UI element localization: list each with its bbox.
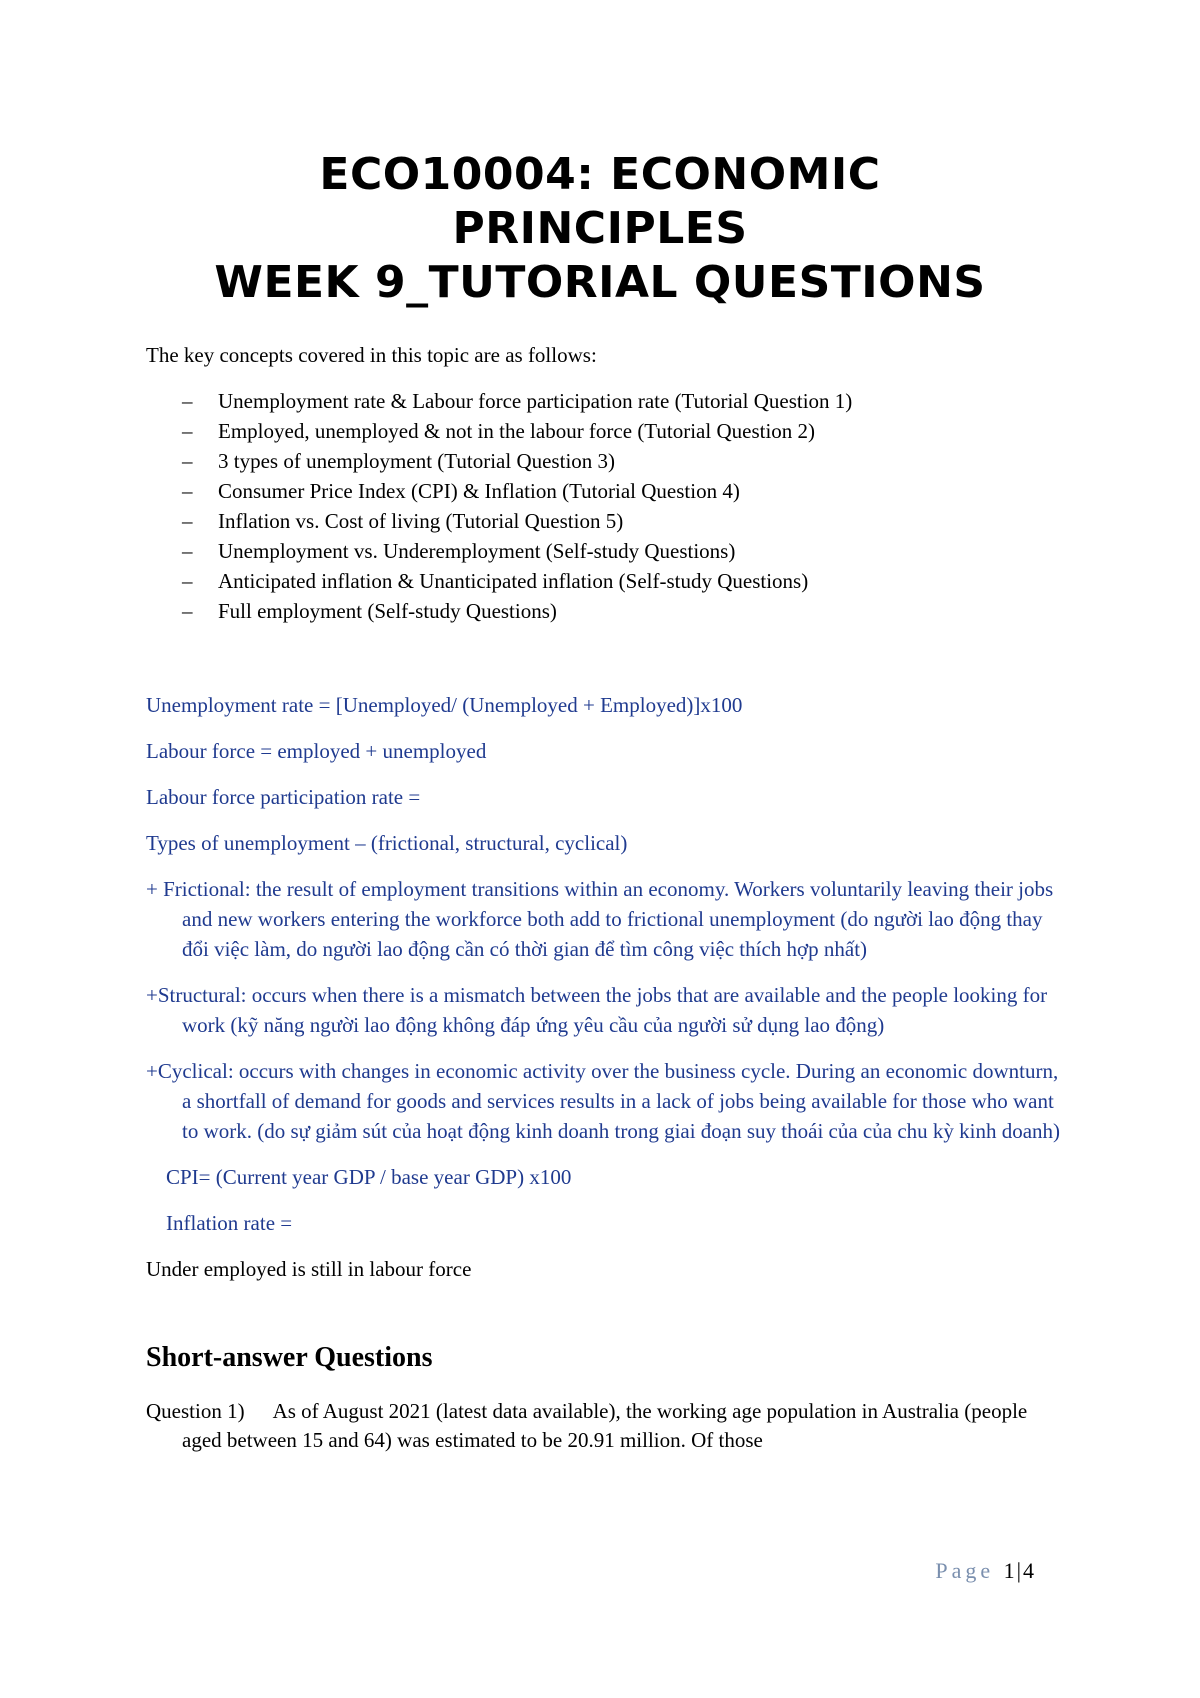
concept-item: – Inflation vs. Cost of living (Tutorial Question 5) — [218, 506, 1066, 536]
concept-item: – Anticipated inflation & Unanticipated inflation (Self-study Questions) — [218, 566, 1066, 596]
note-structural: +Structural: occurs when there is a mismatch between the jobs that are available and the people looking for work (kỹ năng người lao động không đáp ứng yêu cầu của người sử dụng lao động) — [146, 983, 1048, 1037]
document-title — [0, 148, 1200, 310]
concept-item: – 3 types of unemployment (Tutorial Question 3) — [218, 446, 1066, 476]
question-1-label: Question 1) — [146, 1399, 245, 1423]
title-line-2: PRINCIPLES — [452, 203, 748, 254]
note-inflation-rate: Inflation rate = — [166, 1211, 293, 1235]
concept-item: – Consumer Price Index (CPI) & Inflation (Tutorial Question 4) — [218, 476, 1066, 506]
note-unemployment-types: Types of unemployment – (frictional, structural, cyclical) — [146, 831, 628, 855]
note-frictional: + Frictional: the result of employment transitions within an economy. Workers voluntarily leaving their jobs and new workers entering the workforce both add to frictional unemployment (do người lao động thay đổi việc làm, do người lao động cần có thời gian để tìm công việc thích hợp nhất) — [146, 877, 1054, 961]
note-underemployed: Under employed is still in labour force — [146, 1257, 472, 1281]
document-body — [146, 340, 1066, 1476]
intro-paragraph: The key concepts covered in this topic are as follows: — [146, 343, 597, 367]
note-unemployment-rate: Unemployment rate = [Unemployed/ (Unemployed + Employed)]x100 — [146, 693, 743, 717]
key-concepts-list — [146, 386, 1066, 626]
question-1-text: As of August 2021 (latest data available), the working age population in Australia (people aged between 15 and 64) was estimated to be 20.91 million. Of those — [182, 1399, 1028, 1452]
question-1 — [146, 1397, 1066, 1455]
student-notes — [146, 690, 1066, 1284]
note-participation-rate: Labour force participation rate = — [146, 785, 421, 809]
concept-item: – Employed, unemployed & not in the labour force (Tutorial Question 2) — [218, 416, 1066, 446]
concept-item: – Full employment (Self-study Questions) — [218, 596, 1066, 626]
concept-item: – Unemployment rate & Labour force participation rate (Tutorial Question 1) — [218, 386, 1066, 416]
page-number: 1 — [1003, 1558, 1015, 1583]
total-pages: 4 — [1023, 1558, 1034, 1583]
page-footer — [935, 1558, 1034, 1584]
note-cpi: CPI= (Current year GDP / base year GDP) x100 — [166, 1165, 572, 1189]
page-word: Page — [935, 1558, 995, 1583]
title-line-1: ECO10004: ECONOMIC — [319, 149, 881, 200]
concept-item: – Unemployment vs. Underemployment (Self-study Questions) — [218, 536, 1066, 566]
note-labour-force: Labour force = employed + unemployed — [146, 739, 487, 763]
section-heading: Short-answer Questions — [146, 1342, 433, 1373]
note-cyclical: +Cyclical: occurs with changes in economic activity over the business cycle. During an economic downturn, a shortfall of demand for goods and services results in a lack of jobs being available for those who want to work. (do sự giảm sút của hoạt động kinh doanh trong giai đoạn suy thoái của của chu kỳ kinh doanh) — [146, 1059, 1061, 1143]
title-line-3: WEEK 9_TUTORIAL QUESTIONS — [214, 257, 986, 308]
page-separator: | — [1016, 1558, 1021, 1583]
